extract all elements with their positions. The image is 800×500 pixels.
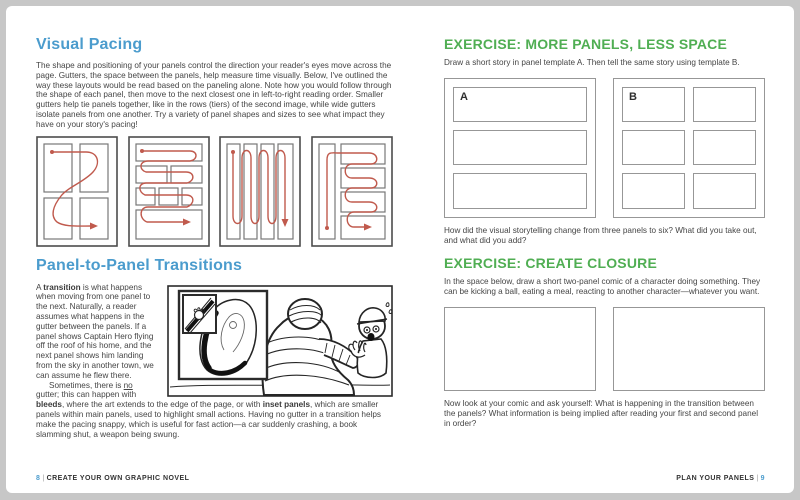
flow-diagram-side-panel-serpentine	[311, 136, 393, 247]
flow-diagram-vertical-columns	[219, 136, 301, 247]
template-b	[613, 78, 765, 218]
transitions-section	[36, 283, 393, 440]
template-b-label: B	[629, 90, 637, 103]
left-page-footer	[36, 475, 189, 482]
closure-panel-1	[444, 307, 596, 391]
transitions-term-inset-panels: inset panels	[262, 400, 311, 410]
flow-diagram-tier-serpentine	[128, 136, 210, 247]
right-footer-divider: |	[756, 475, 759, 482]
panel-templates	[444, 78, 765, 218]
left-footer-divider: |	[42, 475, 45, 482]
transitions-p2-mid1: gutter; this can happen with	[36, 390, 137, 400]
template-b-panel-2	[693, 87, 756, 122]
transitions-p2-mid3: , which are smaller panels within main panels, used to highlight small actions. Having no gutter in a transition helps make the pacing snappy, which is useful for fast action—a car suddenly crashing, a book slamming shut, a weapon being swung.	[36, 400, 381, 439]
book-spread	[6, 6, 794, 493]
left-page-number: 8	[36, 475, 41, 482]
exercise-create-closure-question: Now look at your comic and ask yourself: What is happening in the transition between the panels? What information is being implied after reading your first and second panel in order?	[444, 398, 759, 428]
exercise-create-closure-intro: In the space below, draw a short two-panel comic of a character doing something. They can be kicking a ball, eating a meal, reacting to another character—whatever you want.	[444, 277, 761, 297]
transitions-p2-pre: Sometimes, there is	[49, 380, 124, 390]
template-b-panel-5	[622, 173, 685, 208]
transitions-term-bleeds: bleeds	[36, 400, 62, 410]
mummy-transition-illustration	[167, 285, 393, 397]
exercise-more-panels-question: How did the visual storytelling change from three panels to six? What did you take out, and what did you add?	[444, 225, 757, 245]
transitions-term-transition: transition	[43, 282, 81, 292]
exercise-create-closure-heading: EXERCISE: CREATE CLOSURE	[444, 255, 658, 272]
right-page	[444, 36, 765, 428]
exercise-more-panels-heading: EXERCISE: MORE PANELS, LESS SPACE	[444, 36, 728, 52]
template-b-panel-1	[622, 87, 685, 122]
template-b-panel-3	[622, 130, 685, 165]
panel-flow-diagrams	[36, 136, 393, 247]
left-page	[36, 36, 393, 439]
template-b-panel-4	[693, 130, 756, 165]
template-a-label: A	[460, 90, 468, 103]
chapter-title: PLAN YOUR PANELS	[676, 475, 755, 482]
template-a-panel-3	[453, 173, 587, 208]
transitions-underline-no: no	[123, 380, 133, 390]
template-a	[444, 78, 596, 218]
right-page-number: 9	[760, 475, 765, 482]
closure-drawing-panels	[444, 307, 765, 391]
closure-panel-2	[613, 307, 765, 391]
flow-diagram-grid-s-curve	[36, 136, 118, 247]
transitions-p1-pre: A	[36, 282, 44, 292]
exercise-more-panels-intro: Draw a short story in panel template A. Then tell the same story using template B.	[444, 58, 740, 67]
template-a-panel-2	[453, 130, 587, 165]
visual-pacing-heading: Visual Pacing	[36, 36, 143, 53]
transitions-p1-rest: is what happens when moving from one panel to the next. Naturally, a reader assumes what happens in the gutter between the panels. If a panel shows Captain Hero flying off the roof of his home, and the next panel shows him landing from the sky in another town, we can assume he flew there.	[36, 282, 154, 380]
template-a-panel-1	[453, 87, 587, 122]
transitions-heading: Panel-to-Panel Transitions	[36, 256, 243, 274]
book-title: CREATE YOUR OWN GRAPHIC NOVEL	[46, 475, 190, 482]
transitions-p2-mid2: , where the art extends to the edge of the page, or with	[61, 400, 263, 410]
template-b-panel-6	[693, 173, 756, 208]
right-page-footer	[676, 475, 765, 482]
visual-pacing-body: The shape and positioning of your panels control the direction your reader's eyes move across the page. Gutters, the space between the panels, help measure time visually. Below, I've outlined the way these layouts would be read based on the paneling alone. Note how you would follow through the shape of each panel, then move to the next closest one in left-to-right reading order. Smaller gutters help tie panels together, like in the rows (tiers) of the second image, while wide gutters isolate panels from one another. Try a variety of panel shapes and sizes to see what impact they have on your story's pacing!	[36, 61, 392, 129]
